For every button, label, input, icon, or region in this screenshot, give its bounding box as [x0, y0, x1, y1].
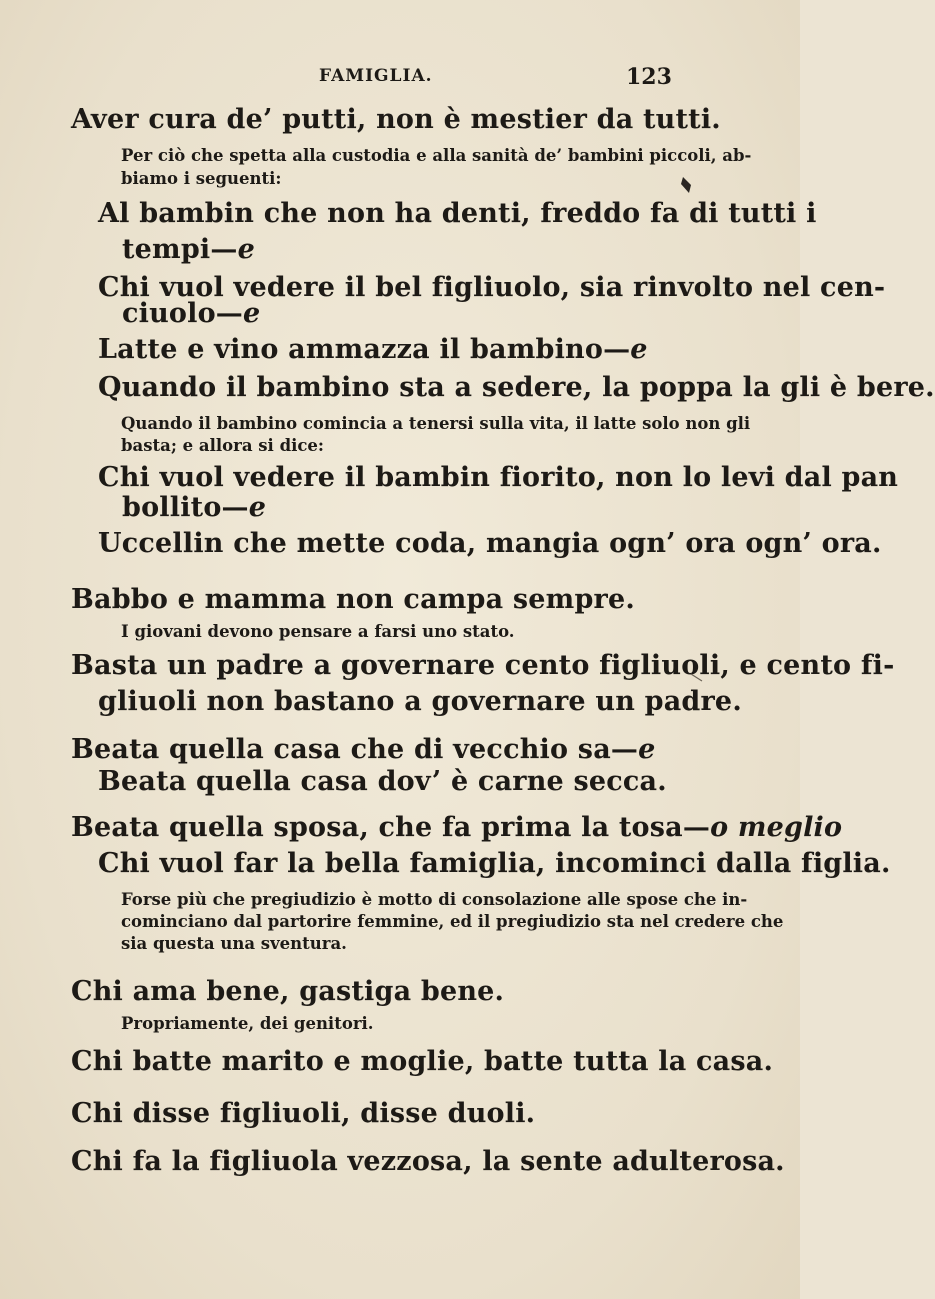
- comment-line: Quando il bambino comincia a tenersi sulla vita, il latte solo non gli: [121, 414, 751, 433]
- proverb-line: Chi batte marito e moglie, batte tutta la casa.: [71, 1046, 774, 1077]
- proverb-line: Chi vuol vedere il bambin fiorito, non lo levi dal pan: [98, 462, 899, 493]
- proverb-line: Chi disse figliuoli, disse duoli.: [71, 1098, 536, 1129]
- page-number: 123: [626, 64, 672, 90]
- proverb-line: Chi vuol far la bella famiglia, incominci dalla figlia.: [98, 848, 891, 879]
- proverb-line: Beata quella casa che di vecchio sa—e: [71, 734, 656, 765]
- proverb-line: Chi fa la figliuola vezzosa, la sente adulterosa.: [71, 1146, 785, 1177]
- proverb-line: Chi ama bene, gastiga bene.: [71, 976, 505, 1007]
- proverb-line: Babbo e mamma non campa sempre.: [71, 584, 635, 615]
- proverb-line: Beata quella sposa, che fa prima la tosa—o meglio: [71, 812, 843, 843]
- proverb-line: Al bambin che non ha denti, freddo fa di tutti i: [98, 198, 817, 229]
- proverb-line: Uccellin che mette coda, mangia ogn’ ora ogn’ ora.: [98, 528, 882, 559]
- proverb-line: Beata quella casa dov’ è carne secca.: [98, 766, 667, 797]
- ink-blot-mark: [680, 176, 694, 194]
- proverb-line: bollito—e: [122, 492, 267, 523]
- proverb-line: ciuolo—e: [122, 298, 261, 329]
- comment-line: basta; e allora si dice:: [121, 436, 325, 455]
- comment-line: sia questa una sventura.: [121, 934, 347, 953]
- comment-line: biamo i seguenti:: [121, 169, 282, 188]
- proverb-line: tempi—e: [122, 234, 255, 265]
- proverb-line: Basta un padre a governare cento figliuoli, e cento fi-: [71, 650, 895, 681]
- proverb-aver-cura: Aver cura de’ putti, non è mestier da tutti.: [71, 104, 721, 135]
- comment-line: cominciano dal partorire femmine, ed il pregiudizio sta nel credere che: [121, 912, 784, 931]
- proverb-line: Latte e vino ammazza il bambino—e: [98, 334, 648, 365]
- comment-line: I giovani devono pensare a farsi uno stato.: [121, 622, 515, 641]
- pencil-mark: [690, 672, 704, 682]
- comment-line: Per ciò che spetta alla custodia e alla sanità de’ bambini piccoli, ab-: [121, 146, 752, 165]
- proverb-line: gliuoli non bastano a governare un padre.: [98, 686, 742, 717]
- comment-line: Forse più che pregiudizio è motto di consolazione alle spose che in-: [121, 890, 748, 909]
- proverb-line: Chi vuol vedere il bel figliuolo, sia rinvolto nel cen-: [98, 272, 886, 303]
- running-title: FAMIGLIA.: [319, 66, 433, 86]
- page-header: [0, 66, 800, 94]
- proverb-line: Quando il bambino sta a sedere, la poppa la gli è bere.: [98, 372, 935, 403]
- comment-line: Propriamente, dei genitori.: [121, 1014, 374, 1033]
